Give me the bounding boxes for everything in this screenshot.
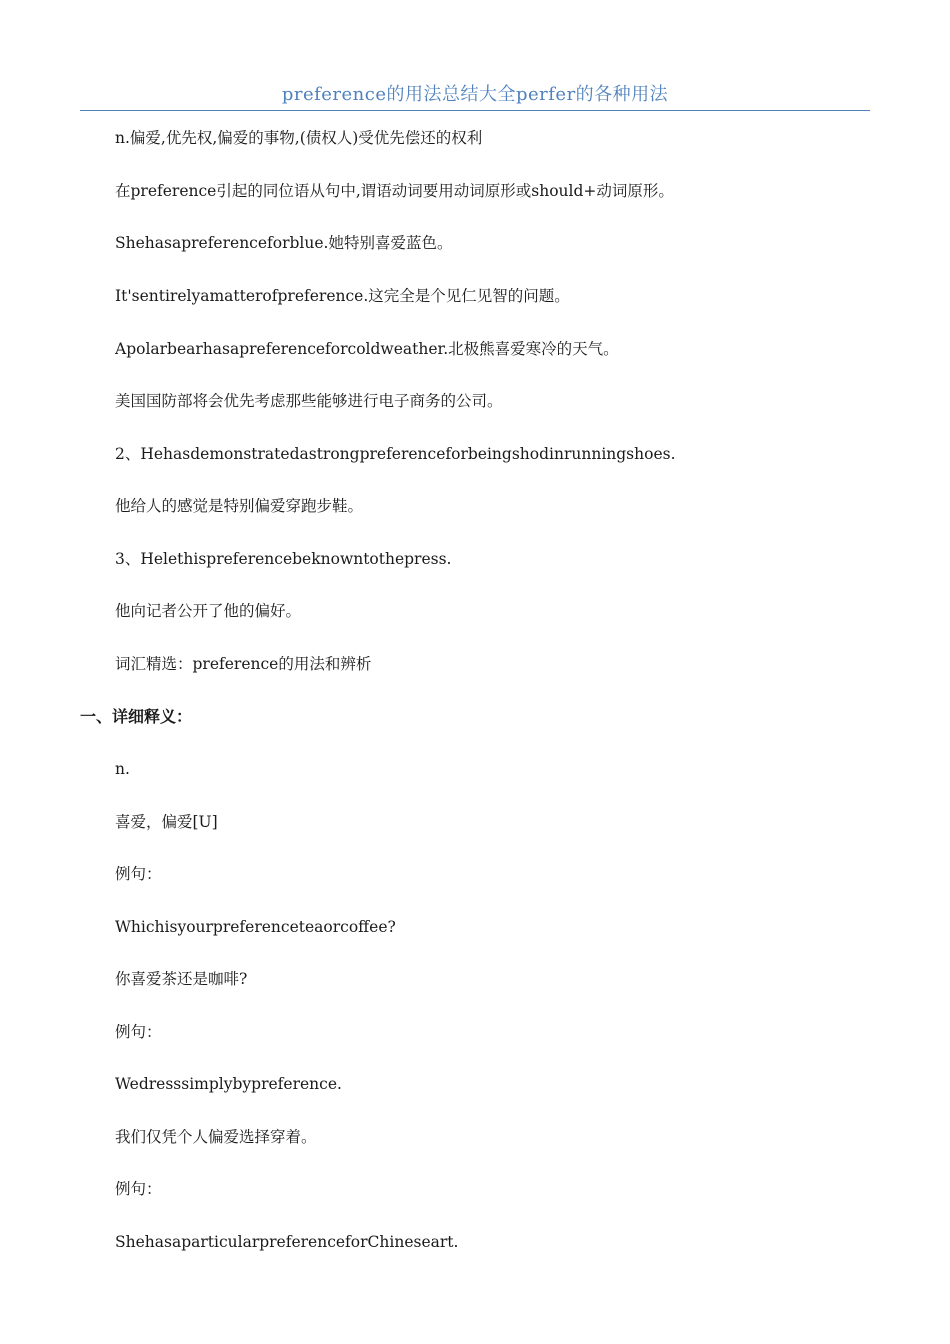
definition-line: n. [115,760,130,778]
paragraph: 在preference引起的同位语从句中,谓语动词要用动词原形或should+动词原形。 [115,182,674,200]
example-translation: 你喜爱茶还是咖啡? [115,970,248,988]
definition-line: 喜爱，偏爱[U] [115,813,218,831]
paragraph: 美国国防部将会优先考虑那些能够进行电子商务的公司。 [115,392,503,410]
section-heading: 一、详细释义： [80,707,193,726]
paragraph: 词汇精选：preference的用法和辨析 [115,655,372,673]
example-label: 例句： [115,1180,162,1198]
example-sentence: ShehasaparticularpreferenceforChineseart. [115,1233,459,1251]
paragraph: 2、Hehasdemonstratedastrongpreferenceforbeingshodinrunningshoes. [115,445,676,463]
paragraph: Apolarbearhasapreferenceforcoldweather.北极熊喜爱寒冷的天气。 [115,340,619,358]
example-label: 例句： [115,1023,162,1041]
example-translation: 我们仅凭个人偏爱选择穿着。 [115,1128,317,1146]
paragraph: 他向记者公开了他的偏好。 [115,602,302,620]
paragraph: It'sentirelyamatterofpreference.这完全是个见仁见智的问题。 [115,287,570,305]
example-label: 例句： [115,865,162,883]
page-title: preference的用法总结大全perfer的各种用法 [281,84,669,105]
example-sentence: Whichisyourpreferenceteaorcoffee? [115,918,396,936]
paragraph: Shehasapreferenceforblue.她特别喜爱蓝色。 [115,234,453,252]
example-sentence: Wedresssimplybypreference. [115,1075,342,1093]
paragraph: 3、Helethispreferencebeknowntothepress. [115,550,452,568]
paragraph: 他给人的感觉是特别偏爱穿跑步鞋。 [115,497,364,515]
paragraph: n.偏爱,优先权,偏爱的事物,(债权人)受优先偿还的权利 [115,129,483,147]
